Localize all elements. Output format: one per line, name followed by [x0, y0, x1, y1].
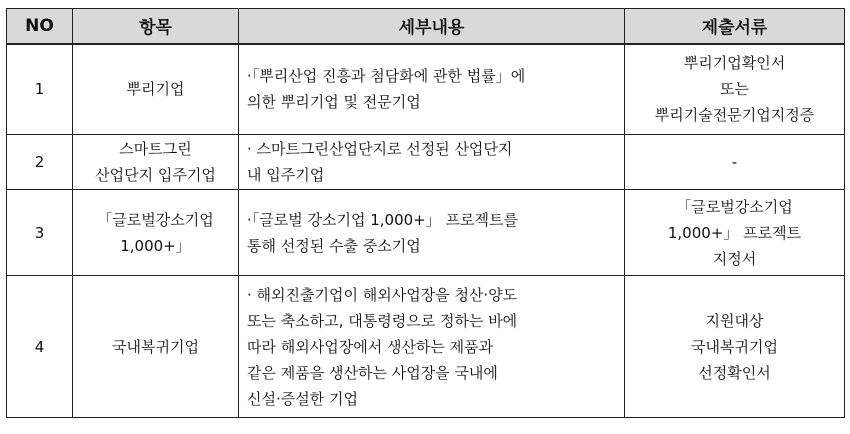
header-details: 세부내용	[239, 9, 625, 44]
row-details-line: ·「뿌리산업 진흥과 첨담화에 관한 법률」에	[247, 67, 526, 86]
row-item-line: 산업단지 입주기업	[95, 166, 216, 184]
table-row	[7, 276, 845, 418]
row-number: 2	[7, 135, 73, 190]
table-header	[7, 9, 845, 44]
row-number: 3	[7, 190, 73, 276]
header-item: 항목	[73, 9, 239, 44]
row-item-line: 「글로벌강소기업	[97, 210, 214, 229]
row-item-line: 뿌리기업	[126, 80, 185, 99]
row-details-line: 신설·증설한 기업	[247, 389, 358, 408]
header-no: NO	[7, 9, 73, 44]
row-documents-line: 지원대상	[705, 311, 764, 330]
row-documents	[625, 135, 845, 190]
table-body	[7, 44, 845, 418]
row-item	[73, 44, 239, 135]
table-row	[7, 44, 845, 135]
row-number: 1	[7, 44, 73, 135]
row-documents-line: 국내복귀기업	[691, 337, 778, 356]
row-details-line: · 스마트그린산업단지로 선정된 산업단지	[247, 140, 513, 158]
row-details-line: 의한 뿌리기업 및 전문기업	[247, 93, 421, 112]
row-details-line: ·「글로벌 강소기업 1,000+」 프로젝트를	[247, 210, 518, 229]
row-number: 4	[7, 276, 73, 418]
row-documents-line: 선정확인서	[698, 363, 771, 382]
row-item	[73, 135, 239, 190]
row-details	[239, 135, 625, 190]
row-details-line: 같은 제품을 생산하는 사업장을 국내에	[247, 363, 498, 382]
row-item-line: 1,000+」	[120, 236, 191, 255]
row-details-line: 따라 해외사업장에서 생산하는 제품과	[247, 337, 494, 356]
row-documents	[625, 190, 845, 276]
row-documents-line: 1,000+」 프로젝트	[667, 223, 802, 242]
row-item-line: 스마트그린	[119, 140, 192, 158]
header-documents: 제출서류	[625, 9, 845, 44]
row-documents	[625, 276, 845, 418]
row-details-line: · 해외진출기업이 해외사업장을 청산·양도	[247, 285, 518, 304]
row-details-line: 또는 축소하고, 대통령령으로 정하는 바에	[247, 311, 518, 330]
row-item-line: 국내복귀기업	[112, 337, 199, 356]
table-row	[7, 190, 845, 276]
row-documents-line: 뿌리기업확인서	[683, 54, 786, 73]
row-documents-line: 뿌리기술전문기업지정증	[654, 106, 815, 125]
table-row	[7, 135, 845, 190]
row-item	[73, 276, 239, 418]
row-documents-line: 또는	[720, 80, 749, 99]
row-item	[73, 190, 239, 276]
row-details	[239, 190, 625, 276]
row-documents-line: -	[731, 153, 738, 171]
row-details-line: 통해 선정된 수출 중소기업	[247, 236, 421, 255]
row-documents-line: 지정서	[712, 249, 757, 268]
eligibility-table	[6, 8, 845, 418]
row-documents-line: 「글로벌강소기업	[676, 197, 793, 216]
row-details	[239, 276, 625, 418]
row-documents	[625, 44, 845, 135]
row-details	[239, 44, 625, 135]
row-details-line: 내 입주기업	[247, 166, 325, 184]
